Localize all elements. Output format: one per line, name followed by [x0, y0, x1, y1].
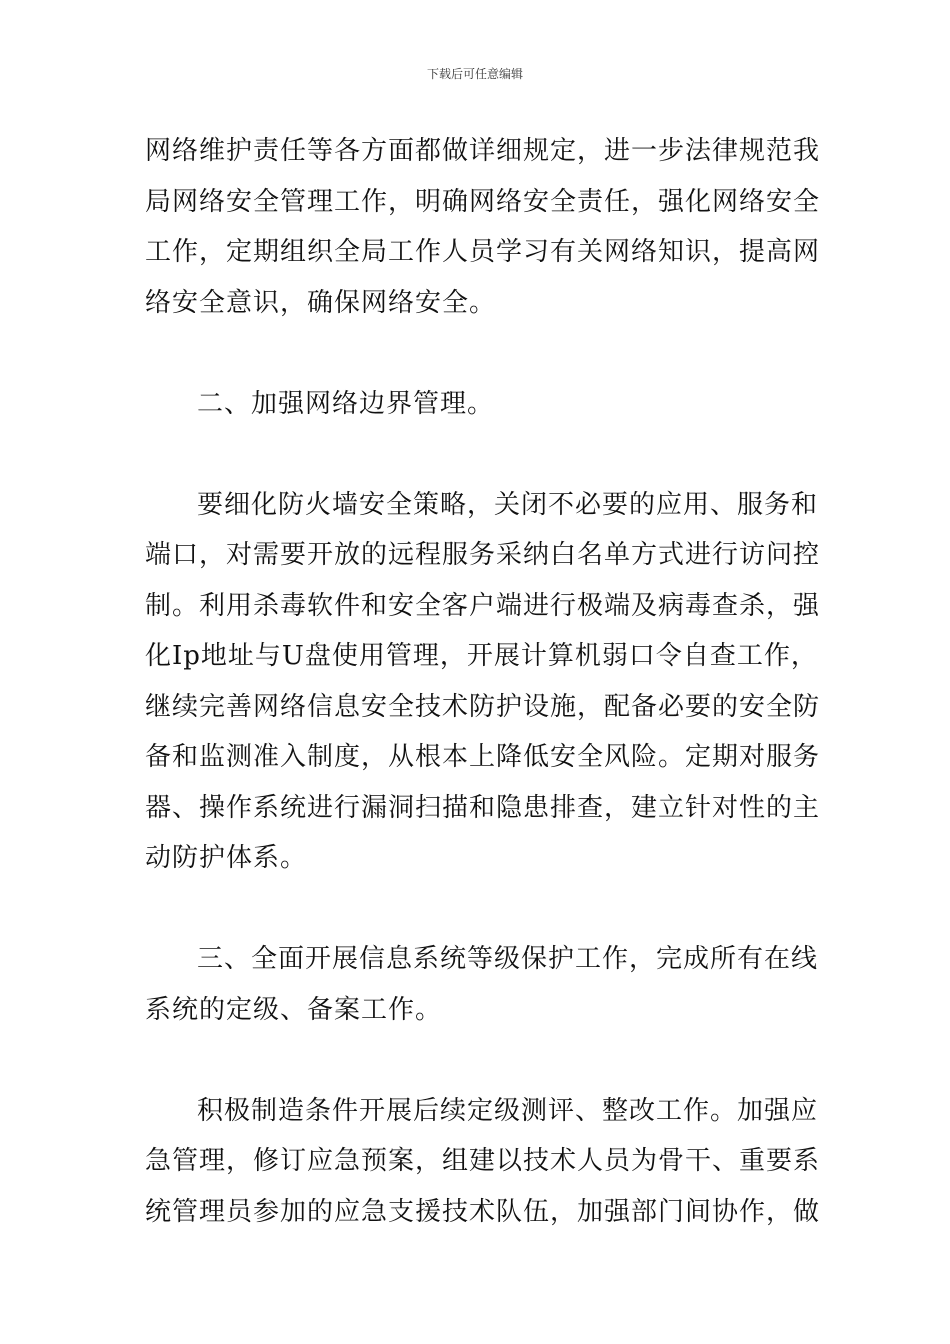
page-header: 下载后可任意编辑 — [426, 67, 523, 81]
text-line: 备和监测准入制度，从根本上降低安全风险。定期对服务 — [145, 742, 821, 772]
text-line: 要细化防火墙安全策略，关闭不必要的应用、服务和 — [197, 489, 819, 520]
text-line: 继续完善网络信息安全技术防护设施，配备必要的安全防 — [145, 691, 821, 722]
paragraph-gap — [145, 1035, 810, 1086]
text-line: 积极制造条件开展后续定级测评、整改工作。加强应 — [197, 1095, 819, 1126]
text-line: 器、操作系统进行漏洞扫描和隐患排查，建立针对性的主 — [145, 792, 821, 823]
text-line: 动防护体系。 — [145, 843, 308, 873]
text-line: 局网络安全管理工作，明确网络安全责任，强化网络安全 — [145, 186, 821, 217]
text-line: 制。利用杀毒软件和安全客户端进行极端及病毒查杀，强 — [145, 590, 821, 621]
paragraph-gap — [145, 328, 810, 379]
text-line: 网络维护责任等各方面都做详细规定，进一步法律规范我 — [145, 136, 821, 166]
paragraph-gap — [145, 884, 810, 935]
text-line: 二、加强网络边界管理。 — [197, 388, 495, 419]
section-heading — [145, 379, 810, 430]
text-line: 系统的定级、备案工作。 — [145, 994, 443, 1025]
text-line: 急管理，修订应急预案，组建以技术人员为骨干、重要系 — [145, 1146, 821, 1176]
document-body — [145, 126, 821, 1237]
section-heading — [145, 934, 819, 1035]
text-line: 化Ip地址与U盘使用管理，开展计算机弱口令自查工作， — [145, 641, 818, 671]
paragraph-gap — [145, 429, 810, 480]
paragraph — [145, 1086, 821, 1238]
text-line: 工作，定期组织全局工作人员学习有关网络知识，提高网 — [145, 237, 821, 267]
paragraph — [145, 480, 821, 884]
text-line: 端口，对需要开放的远程服务采纳白名单方式进行访问控 — [145, 540, 821, 570]
text-line: 络安全意识，确保网络安全。 — [145, 287, 497, 318]
paragraph — [145, 126, 821, 328]
text-line: 统管理员参加的应急支援技术队伍，加强部门间协作，做 — [145, 1196, 821, 1227]
text-line: 三、全面开展信息系统等级保护工作，完成所有在线 — [197, 944, 819, 974]
